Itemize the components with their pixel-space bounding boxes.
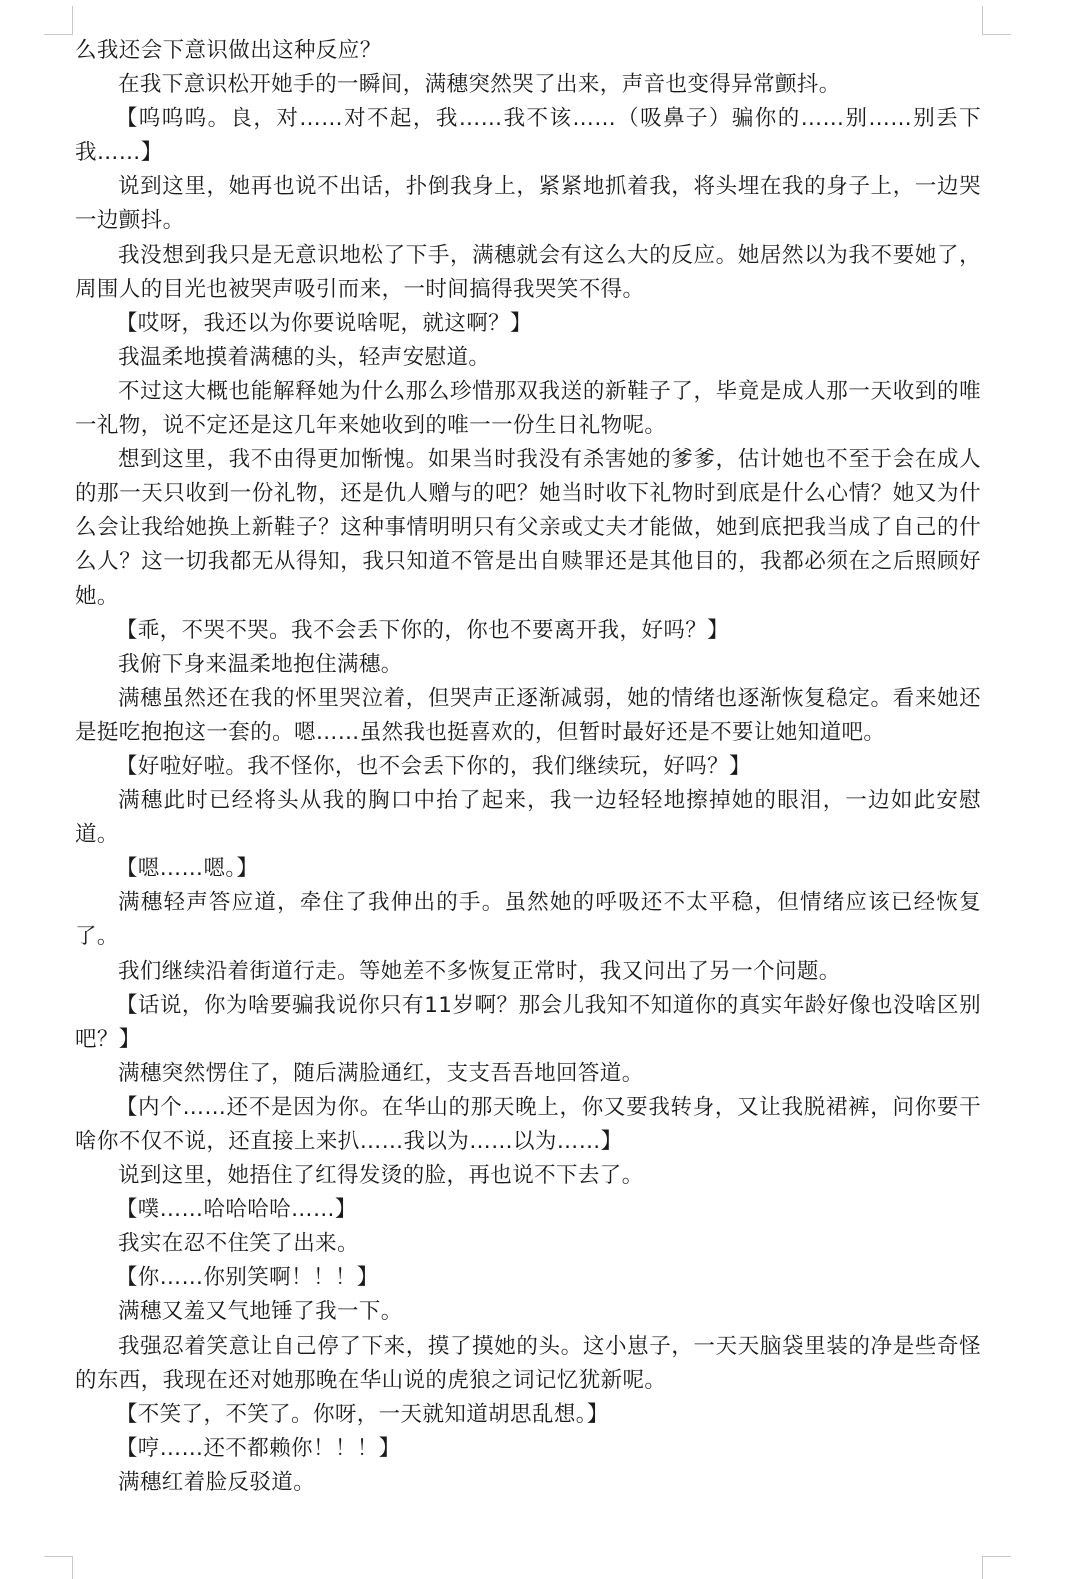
- dialogue-line: 【哼……还不都赖你！！！】: [115, 1435, 401, 1461]
- paragraph: 我没想到我只是无意识地松了下手，满穗就会有这么大的反应。她居然以为我不要她了，周围人的目光也被哭声吸引而来，一时间搞得我哭笑不得。: [75, 242, 981, 302]
- dialogue-line: 【嗯……嗯。】: [115, 856, 259, 882]
- document-body: [75, 34, 981, 1500]
- paragraph: 满穗又羞又气地锤了我一下。: [118, 1299, 403, 1325]
- dialogue-line: 【哎呀，我还以为你要说啥呢，就这啊？】: [115, 310, 532, 336]
- crop-mark-top-left: [44, 6, 73, 35]
- dialogue-line: 【你……你别笑啊！！！】: [115, 1265, 379, 1291]
- crop-mark-bottom-right: [982, 1556, 1011, 1579]
- paragraph: 说到这里，她再也说不出话，扑倒我身上，紧紧地抓着我，将头埋在我的身子上，一边哭一边颤抖。: [75, 174, 981, 234]
- crop-mark-bottom-left: [44, 1556, 73, 1579]
- crop-mark-top-right: [982, 6, 1011, 35]
- paragraph: 想到这里，我不由得更加惭愧。如果当时我没有杀害她的爹爹，估计她也不至于会在成人的那一天只收到一份礼物，还是仇人赠与的吧？她当时收下礼物时到底是什么心情？她又为什么会让我给她换上新鞋子？这种事情明明只有父亲或丈夫才能做，她到底把我当成了自己的什么人？这一切我都无从得知，我只知道不管是出自赎罪还是其他目的，我都必须在之后照顾好她。: [75, 447, 981, 609]
- paragraph: 我强忍着笑意让自己停了下来，摸了摸她的头。这小崽子，一天天脑袋里装的净是些奇怪的东西，我现在还对她那晚在华山说的虎狼之词记忆犹新呢。: [75, 1333, 981, 1393]
- dialogue-line: 【不笑了，不笑了。你呀，一天就知道胡思乱想。】: [115, 1401, 609, 1427]
- paragraph: 满穗轻声答应道，牵住了我伸出的手。虽然她的呼吸还不太平稳，但情绪应该已经恢复了。: [75, 890, 981, 950]
- paragraph: 说到这里，她捂住了红得发烫的脸，再也说不下去了。: [118, 1163, 644, 1189]
- paragraph: 满穗虽然还在我的怀里哭泣着，但哭声正逐渐减弱，她的情绪也逐渐恢复稳定。看来她还是挺吃抱抱这一套的。嗯……虽然我也挺喜欢的，但暂时最好还是不要让她知道吧。: [75, 685, 981, 745]
- paragraph: 满穗突然愣住了，随后满脸通红，支支吾吾地回答道。: [118, 1060, 644, 1086]
- paragraph: 满穗红着脸反驳道。: [118, 1469, 316, 1495]
- paragraph: 满穗此时已经将头从我的胸口中抬了起来，我一边轻轻地擦掉她的眼泪，一边如此安慰道。: [75, 788, 981, 848]
- paragraph: 我实在忍不住笑了出来。: [118, 1231, 359, 1257]
- dialogue-line: 【内个……还不是因为你。在华山的那天晚上，你又要我转身，又让我脱裙裤，问你要干啥你不仅不说，还直接上来扒……我以为……以为……】: [75, 1094, 981, 1154]
- paragraph: 我温柔地摸着满穗的头，轻声安慰道。: [118, 344, 491, 370]
- paragraph: 我们继续沿着街道行走。等她差不多恢复正常时，我又问出了另一个问题。: [118, 958, 841, 984]
- dialogue-line: 【乖，不哭不哭。我不会丢下你的，你也不要离开我，好吗？】: [115, 617, 730, 643]
- dialogue-line: 【呜呜呜。良，对……对不起，我……我不该……（吸鼻子）骗你的……别……别丢下我……】: [75, 106, 981, 166]
- paragraph: 在我下意识松开她手的一瞬间，满穗突然哭了出来，声音也变得异常颤抖。: [118, 72, 841, 98]
- dialogue-line: 【话说，你为啥要骗我说你只有11岁啊？那会儿我知不知道你的真实年龄好像也没啥区别吧？】: [75, 992, 981, 1052]
- paragraph: 我俯下身来温柔地抱住满穗。: [118, 651, 403, 677]
- paragraph: 么我还会下意识做出这种反应？: [75, 38, 382, 63]
- paragraph: 不过这大概也能解释她为什么那么珍惜那双我送的新鞋子了，毕竟是成人那一天收到的唯一礼物，说不定还是这几年来她收到的唯一一份生日礼物呢。: [75, 378, 981, 439]
- dialogue-line: 【噗……哈哈哈哈……】: [115, 1197, 357, 1223]
- dialogue-line: 【好啦好啦。我不怪你，也不会丢下你的，我们继续玩，好吗？】: [115, 753, 751, 779]
